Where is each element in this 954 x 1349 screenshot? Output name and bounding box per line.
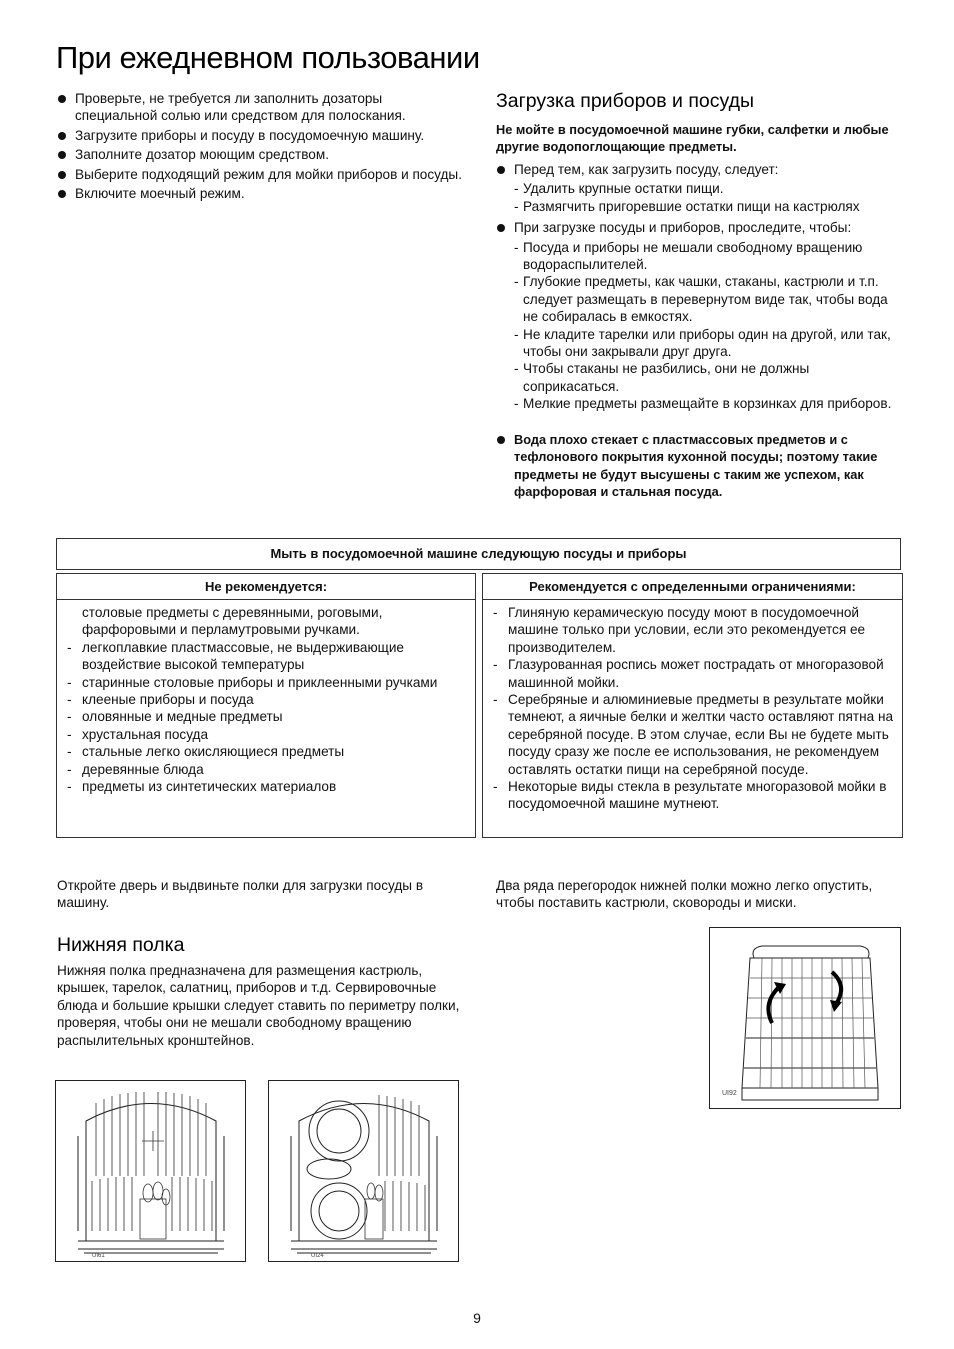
list-item: - Не кладите тарелки или приборы один на другой, или так, чтобы они закрывали друг друга.	[514, 326, 901, 361]
list-item: - оловянные и медные предметы	[57, 708, 475, 725]
list-item: - Удалить крупные остатки пищи.	[514, 180, 901, 197]
lower-rack-text: Нижняя полка предназначена для размещения кастрюль, крышек, тарелок, салатниц, приборов и т.д. Сервировочные блюда и большие крышки следует ставить по периметру полки, проверяя, чтобы они не мешали свободному вращению распылительных кронштейнов.	[57, 963, 460, 1048]
list-item: - Глазурованная роспись может пострадать от многоразовой машинной мойки.	[483, 656, 902, 691]
list-item: Выберите подходящий режим для мойки приборов и посуды.	[57, 166, 462, 183]
list-item: - Посуда и приборы не мешали свободному вращению водораспылителей.	[514, 239, 901, 274]
loading-list	[496, 161, 901, 500]
before-items	[514, 180, 901, 215]
list-item: Проверьте, не требуется ли заполнить дозаторы специальной солью или средством для полоскания.	[57, 90, 462, 125]
loading-warning: Не мойте в посудомоечной машине губки, салфетки и любые другие водопоглощающие предметы.	[496, 122, 889, 154]
list-item: - Чтобы стаканы не разбились, они не должны соприкасаться.	[514, 360, 901, 395]
list-item: Включите моечный режим.	[57, 185, 462, 202]
rack-folding-illustration	[710, 928, 902, 1110]
list-item: - старинные столовые приборы и приклеенными ручками	[57, 674, 475, 691]
limited-box	[482, 573, 903, 838]
limited-heading: Рекомендуется с определенными ограничениями:	[483, 574, 902, 600]
two-rows-text: Два ряда перегородок нижней полки можно легко опустить, чтобы поставить кастрюли, сковороды и миски.	[496, 878, 873, 911]
figure-code: UI92	[722, 1090, 737, 1097]
plastic-bullet	[496, 431, 901, 501]
figure-code: UI24	[311, 1253, 324, 1259]
lower-rack-heading: Нижняя полка	[57, 934, 185, 956]
rack-dishes-illustration	[269, 1081, 460, 1263]
list-item: - Глиняную керамическую посуду моют в посудомоечной машине только при условии, если это рекомендуется ее производителем.	[483, 604, 902, 656]
list-item: - предметы из синтетических материалов	[57, 778, 475, 795]
check-items	[514, 239, 901, 413]
limited-list	[483, 604, 902, 813]
list-item: Загрузите приборы и посуду в посудомоечную машину.	[57, 127, 462, 144]
not-recommended-list	[57, 604, 475, 795]
loading-section	[496, 90, 901, 502]
loading-heading: Загрузка приборов и посуды	[496, 90, 755, 112]
list-item: - хрустальная посуда	[57, 726, 475, 743]
figure-rack-folding	[709, 927, 901, 1109]
list-item: - легкоплавкие пластмассовые, не выдерживающие воздействие высокой температуры	[57, 639, 475, 674]
list-item: - клееные приборы и посуда	[57, 691, 475, 708]
list-item: - Глубокие предметы, как чашки, стаканы, кастрюли и т.п. следует размещать в перевернутом виде так, чтобы вода не собиралась в емкостях.	[514, 273, 901, 325]
check-intro: При загрузке посуды и приборов, проследите, чтобы:	[514, 220, 852, 236]
before-intro: Перед тем, как загрузить посуду, следует:	[514, 162, 779, 177]
list-item: Заполните дозатор моющим средством.	[57, 146, 462, 163]
figure-rack-plates	[55, 1080, 246, 1262]
before-bullet	[496, 161, 901, 215]
table-heading-box	[56, 538, 901, 570]
list-item	[57, 604, 475, 639]
list-item: - Серебряные и алюминиевые предметы в результате мойки темнеют, а яичные белки и желтки часто оставляют пятна на серебряной посуде. В этом случае, если Вы не будете мыть посуду сразу же после ее использования, не рекомендуем оставлять остатки пищи на серебряной посуде.	[483, 691, 902, 778]
daily-steps-list	[57, 90, 462, 202]
list-item: - Мелкие предметы размещайте в корзинках для приборов.	[514, 395, 901, 412]
figure-rack-dishes	[268, 1080, 459, 1262]
rack-plates-illustration	[56, 1081, 247, 1263]
not-recommended-heading: Не рекомендуется:	[57, 574, 475, 600]
open-door-text: Откройте дверь и выдвиньте полки для загрузки посуды в машину.	[57, 878, 424, 911]
not-recommended-box	[56, 573, 476, 838]
list-item: - Размягчить пригоревшие остатки пищи на кастрюлях	[514, 198, 901, 215]
list-item: - деревянные блюда	[57, 761, 475, 778]
figure-code: UI61	[92, 1253, 105, 1259]
check-bullet	[496, 219, 901, 412]
page-number: 9	[473, 1310, 481, 1326]
plastic-note: Вода плохо стекает с пластмассовых предметов и с тефлонового покрытия кухонной посуды; поэтому такие предметы не будут высушены с таким же успехом, как фарфоровая и стальная посуда.	[514, 431, 878, 499]
table-heading: Мыть в посудомоечной машине следующую посуды и приборы	[270, 546, 687, 561]
daily-steps	[57, 90, 462, 204]
not-recommended-first: столовые предметы с деревянными, роговыми, фарфоровыми и перламутровыми ручками.	[82, 605, 383, 638]
list-item: - Некоторые виды стекла в результате многоразовой мойки в посудомоечной машине мутнеют.	[483, 778, 902, 813]
list-item: - стальные легко окисляющиеся предметы	[57, 743, 475, 760]
page-title: При ежедневном пользовании	[56, 40, 480, 75]
